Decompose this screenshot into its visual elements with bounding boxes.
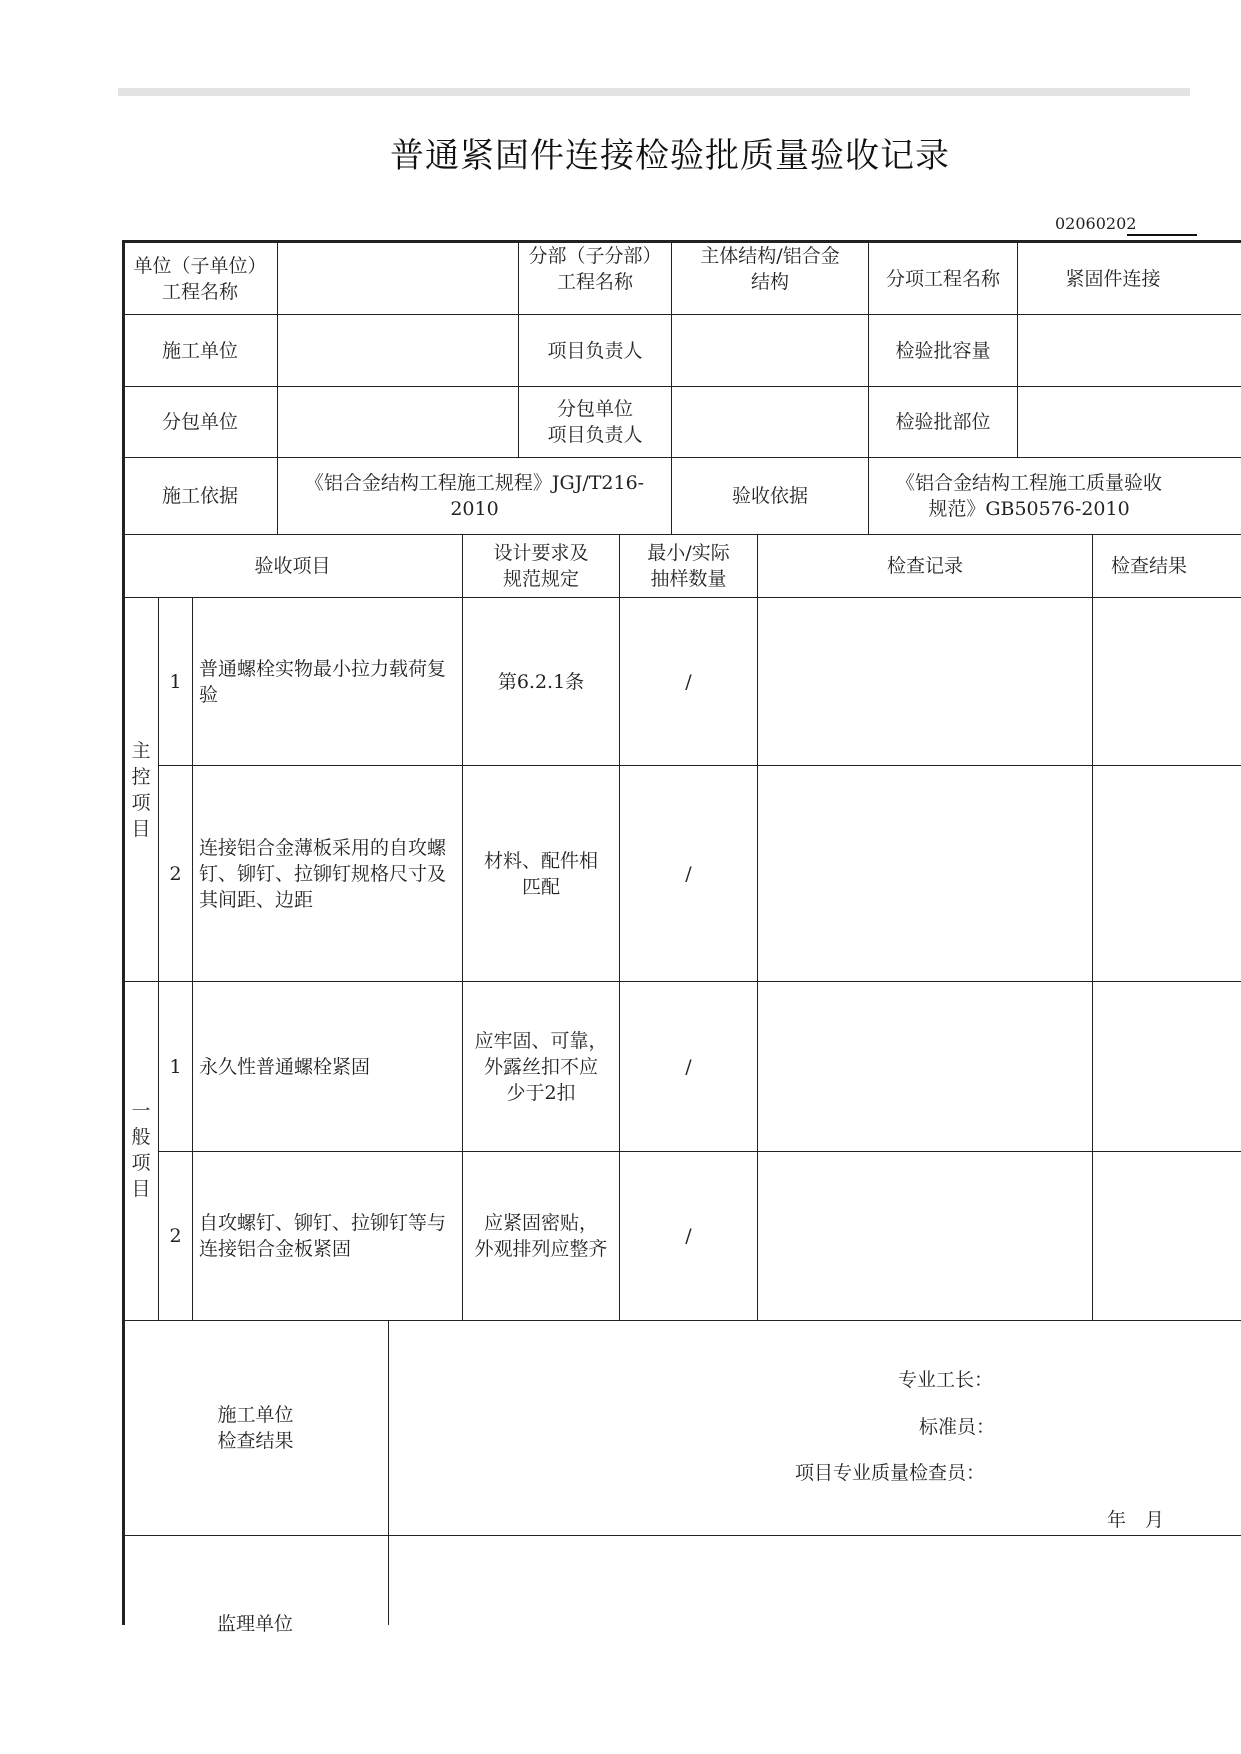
- column-header-record: 检查记录: [886, 555, 963, 577]
- quality-inspector-signature-label: 项目专业质量检查员：: [795, 1462, 986, 1484]
- main-row-1-sample[interactable]: /: [685, 670, 692, 693]
- general-row-1-result-field[interactable]: [1093, 982, 1241, 1151]
- general-row-2-number: 2: [169, 1225, 182, 1247]
- unit-label: 单位（子单位） 工程名称: [133, 254, 267, 303]
- division-label: 分部（子分部） 工程名称: [528, 245, 662, 293]
- main-row-1-item: 普通螺栓实物最小拉力载荷复 验: [199, 657, 447, 706]
- main-row-2-number: 2: [169, 862, 182, 885]
- main-row-1-requirement: 第6.2.1条: [497, 670, 585, 693]
- document-number: 02060202: [1055, 214, 1137, 233]
- construction-basis-label: 施工依据: [161, 485, 238, 507]
- contractor-value-field[interactable]: [278, 315, 518, 386]
- general-row-2-requirement: 应紧固密贴， 外观排列应整齐: [474, 1212, 608, 1260]
- general-row-1-record-field[interactable]: [758, 982, 1092, 1151]
- general-row-2-record-field[interactable]: [758, 1152, 1092, 1320]
- document-title: 普通紧固件连接检验批质量验收记录: [390, 136, 950, 176]
- standard-officer-signature-label: 标准员：: [919, 1416, 996, 1438]
- general-items-label: 一 般 项 目: [131, 1100, 151, 1200]
- main-row-1-number: 1: [169, 670, 182, 693]
- contractor-label: 施工单位: [161, 339, 238, 362]
- acceptance-basis-value: 《铝合金结构工程施工质量验收 规范》GB50576-2010: [895, 472, 1162, 520]
- subcontractor-label: 分包单位: [161, 411, 238, 433]
- division-value[interactable]: 主体结构/铝合金 结构: [700, 245, 840, 293]
- construction-basis-value: 《铝合金结构工程施工规程》JGJ/T216- 2010: [304, 472, 645, 520]
- general-row-2-sample[interactable]: /: [685, 1225, 692, 1247]
- check-date-label: 年 月: [1107, 1509, 1165, 1531]
- acceptance-basis-label: 验收依据: [731, 485, 808, 507]
- sub-pm-field[interactable]: [672, 387, 868, 457]
- column-header-sample: 最小/实际 抽样数量: [647, 542, 730, 590]
- supervisor-label: 监理单位: [217, 1613, 294, 1635]
- column-header-requirement: 设计要求及 规范规定: [493, 542, 589, 590]
- general-row-1-number: 1: [169, 1055, 182, 1078]
- contractor-check-label: 施工单位 检查结果: [217, 1404, 294, 1452]
- general-row-1-item: 永久性普通螺栓紧固: [199, 1055, 371, 1078]
- main-row-2-requirement: 材料、配件相 匹配: [483, 849, 598, 898]
- batch-location-label: 检验批部位: [895, 411, 991, 433]
- column-header-result: 检查结果: [1111, 555, 1188, 577]
- subitem-value[interactable]: 紧固件连接: [1065, 267, 1161, 290]
- contractor-signature-area[interactable]: [389, 1321, 1239, 1535]
- foreman-signature-label: 专业工长：: [898, 1369, 994, 1391]
- project-manager-label: 项目负责人: [547, 339, 643, 362]
- subcontractor-field[interactable]: [278, 387, 518, 457]
- column-header-item: 验收项目: [254, 555, 331, 577]
- general-row-1-sample[interactable]: /: [685, 1055, 692, 1078]
- main-row-1-record-field[interactable]: [758, 598, 1092, 765]
- main-row-2-result-field[interactable]: [1093, 766, 1241, 981]
- unit-value-field[interactable]: [278, 243, 518, 314]
- batch-location-field[interactable]: [1018, 387, 1208, 457]
- main-row-2-item: 连接铝合金薄板采用的自攻螺 钉、铆钉、拉铆钉规格尺寸及 其间距、边距: [199, 836, 447, 911]
- general-row-1-requirement: 应牢固、可靠， 外露丝扣不应 少于2扣: [474, 1029, 608, 1104]
- general-row-2-item: 自攻螺钉、铆钉、拉铆钉等与 连接铝合金板紧固: [199, 1212, 447, 1260]
- project-manager-field[interactable]: [672, 315, 868, 386]
- batch-capacity-label: 检验批容量: [895, 339, 991, 362]
- batch-capacity-field[interactable]: [1018, 315, 1208, 386]
- main-control-label: 主 控 项 目: [131, 740, 151, 840]
- main-row-1-result-field[interactable]: [1093, 598, 1241, 765]
- main-row-2-sample[interactable]: /: [685, 862, 692, 885]
- main-row-2-record-field[interactable]: [758, 766, 1092, 981]
- supervisor-signature-area[interactable]: [389, 1536, 1239, 1625]
- subitem-label: 分项工程名称: [885, 267, 1000, 290]
- sub-pm-label: 分包单位 项目负责人: [547, 398, 643, 446]
- general-row-2-result-field[interactable]: [1093, 1152, 1241, 1320]
